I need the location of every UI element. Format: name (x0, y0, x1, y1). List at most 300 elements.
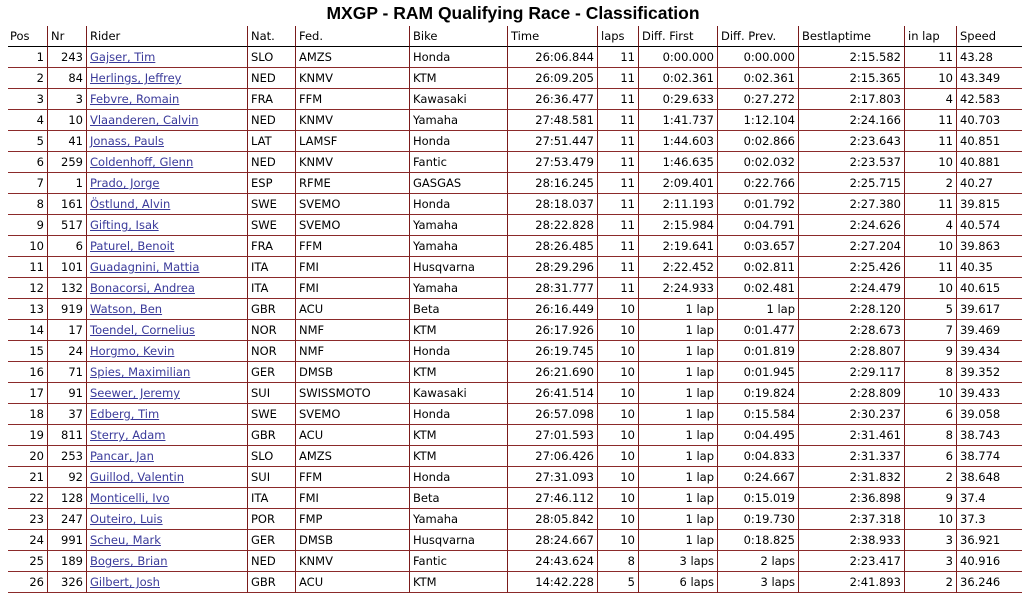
speed-cell: 40.881 (956, 152, 1022, 173)
table-row (8, 404, 1022, 425)
speed-cell: 39.433 (956, 383, 1022, 404)
laps-cell: 10 (597, 341, 638, 362)
nation-cell: SWE (247, 404, 295, 425)
bike-cell: Yamaha (409, 215, 507, 236)
col-laps-header: laps (597, 26, 638, 47)
federation-cell: NMF (295, 341, 409, 362)
table-row (8, 89, 1022, 110)
bike-cell: Yamaha (409, 110, 507, 131)
diff-prev-cell: 0:01.477 (717, 320, 798, 341)
federation-cell: DMSB (295, 530, 409, 551)
time-cell: 26:57.098 (507, 404, 597, 425)
nation-cell: ITA (247, 488, 295, 509)
bike-cell: KTM (409, 572, 507, 593)
diff-prev-cell: 0:02.811 (717, 257, 798, 278)
diff-first-cell: 1:46.635 (638, 152, 717, 173)
bike-cell: GASGAS (409, 173, 507, 194)
bestlaptime-cell: 2:23.537 (798, 152, 904, 173)
federation-cell: KNMV (295, 68, 409, 89)
nation-cell: GER (247, 362, 295, 383)
rider-cell (86, 425, 247, 446)
bestlaptime-cell: 2:27.204 (798, 236, 904, 257)
diff-prev-cell: 2 laps (717, 551, 798, 572)
federation-cell: SVEMO (295, 194, 409, 215)
federation-cell: NMF (295, 320, 409, 341)
laps-cell: 10 (597, 488, 638, 509)
table-row (8, 131, 1022, 152)
rider-link[interactable]: Spies, Maximilian (90, 365, 191, 379)
laps-cell: 11 (597, 152, 638, 173)
time-cell: 28:31.777 (507, 278, 597, 299)
rider-link[interactable]: Gilbert, Josh (90, 575, 160, 589)
rider-link[interactable]: Vlaanderen, Calvin (90, 113, 199, 127)
in-lap-cell: 11 (904, 131, 956, 152)
bestlaptime-cell: 2:31.337 (798, 446, 904, 467)
table-row (8, 194, 1022, 215)
rider-cell (86, 320, 247, 341)
time-cell: 26:21.690 (507, 362, 597, 383)
bike-cell: KTM (409, 446, 507, 467)
nation-cell: NOR (247, 320, 295, 341)
diff-prev-cell: 0:02.032 (717, 152, 798, 173)
position-cell: 11 (8, 257, 47, 278)
bike-cell: Honda (409, 47, 507, 68)
number-cell: 132 (47, 278, 86, 299)
rider-cell (86, 446, 247, 467)
bike-cell: Honda (409, 341, 507, 362)
laps-cell: 11 (597, 236, 638, 257)
table-body (8, 47, 1022, 593)
position-cell: 6 (8, 152, 47, 173)
rider-cell (86, 341, 247, 362)
federation-cell: KNMV (295, 110, 409, 131)
number-cell: 247 (47, 509, 86, 530)
number-cell: 253 (47, 446, 86, 467)
rider-cell (86, 173, 247, 194)
rider-cell (86, 110, 247, 131)
speed-cell: 40.574 (956, 215, 1022, 236)
federation-cell: ACU (295, 425, 409, 446)
in-lap-cell: 4 (904, 215, 956, 236)
rider-link[interactable]: Edberg, Tim (90, 407, 160, 421)
table-row (8, 509, 1022, 530)
time-cell: 28:05.842 (507, 509, 597, 530)
laps-cell: 10 (597, 425, 638, 446)
in-lap-cell: 10 (904, 278, 956, 299)
position-cell: 7 (8, 173, 47, 194)
speed-cell: 43.28 (956, 47, 1022, 68)
number-cell: 91 (47, 383, 86, 404)
rider-link[interactable]: Scheu, Mark (90, 533, 161, 547)
rider-link[interactable]: Gajser, Tim (90, 50, 156, 64)
federation-cell: SVEMO (295, 215, 409, 236)
diff-first-cell: 1:41.737 (638, 110, 717, 131)
in-lap-cell: 11 (904, 194, 956, 215)
number-cell: 3 (47, 89, 86, 110)
number-cell: 259 (47, 152, 86, 173)
diff-prev-cell: 0:15.019 (717, 488, 798, 509)
table-row (8, 530, 1022, 551)
laps-cell: 5 (597, 572, 638, 593)
laps-cell: 11 (597, 47, 638, 68)
federation-cell: SWISSMOTO (295, 383, 409, 404)
number-cell: 161 (47, 194, 86, 215)
bestlaptime-cell: 2:38.933 (798, 530, 904, 551)
nation-cell: NOR (247, 341, 295, 362)
time-cell: 27:51.447 (507, 131, 597, 152)
time-cell: 27:48.581 (507, 110, 597, 131)
in-lap-cell: 5 (904, 299, 956, 320)
speed-cell: 38.648 (956, 467, 1022, 488)
diff-prev-cell: 0:01.819 (717, 341, 798, 362)
rider-link[interactable]: Sterry, Adam (90, 428, 166, 442)
number-cell: 6 (47, 236, 86, 257)
laps-cell: 10 (597, 320, 638, 341)
bestlaptime-cell: 2:28.673 (798, 320, 904, 341)
in-lap-cell: 9 (904, 341, 956, 362)
rider-link[interactable]: Outeiro, Luis (90, 512, 163, 526)
federation-cell: FMI (295, 257, 409, 278)
bestlaptime-cell: 2:23.417 (798, 551, 904, 572)
table-row (8, 173, 1022, 194)
bike-cell: KTM (409, 425, 507, 446)
diff-first-cell: 1 lap (638, 341, 717, 362)
federation-cell: LAMSF (295, 131, 409, 152)
diff-prev-cell: 0:02.866 (717, 131, 798, 152)
laps-cell: 11 (597, 215, 638, 236)
speed-cell: 37.3 (956, 509, 1022, 530)
bestlaptime-cell: 2:36.898 (798, 488, 904, 509)
time-cell: 28:24.667 (507, 530, 597, 551)
federation-cell: KNMV (295, 551, 409, 572)
bestlaptime-cell: 2:24.166 (798, 110, 904, 131)
diff-first-cell: 1 lap (638, 530, 717, 551)
position-cell: 4 (8, 110, 47, 131)
position-cell: 17 (8, 383, 47, 404)
position-cell: 5 (8, 131, 47, 152)
rider-cell (86, 152, 247, 173)
diff-prev-cell: 0:01.792 (717, 194, 798, 215)
rider-link[interactable]: Febvre, Romain (90, 92, 180, 106)
rider-link[interactable]: Guadagnini, Mattia (90, 260, 200, 274)
position-cell: 21 (8, 467, 47, 488)
nation-cell: SWE (247, 215, 295, 236)
speed-cell: 40.916 (956, 551, 1022, 572)
position-cell: 14 (8, 320, 47, 341)
in-lap-cell: 2 (904, 572, 956, 593)
bestlaptime-cell: 2:25.426 (798, 257, 904, 278)
bestlaptime-cell: 2:23.643 (798, 131, 904, 152)
time-cell: 24:43.624 (507, 551, 597, 572)
nation-cell: NED (247, 152, 295, 173)
bike-cell: Fantic (409, 152, 507, 173)
in-lap-cell: 6 (904, 446, 956, 467)
diff-first-cell: 1 lap (638, 446, 717, 467)
in-lap-cell: 3 (904, 551, 956, 572)
speed-cell: 36.921 (956, 530, 1022, 551)
diff-first-cell: 2:19.641 (638, 236, 717, 257)
number-cell: 71 (47, 362, 86, 383)
in-lap-cell: 11 (904, 110, 956, 131)
rider-link[interactable]: Prado, Jorge (90, 176, 160, 190)
col-nr-header: Nr (47, 26, 86, 47)
col-diff-first-header: Diff. First (638, 26, 717, 47)
nation-cell: ITA (247, 278, 295, 299)
time-cell: 14:42.228 (507, 572, 597, 593)
rider-link[interactable]: Bonacorsi, Andrea (90, 281, 195, 295)
number-cell: 1 (47, 173, 86, 194)
rider-link[interactable]: Paturel, Benoit (90, 239, 175, 253)
diff-first-cell: 0:00.000 (638, 47, 717, 68)
diff-prev-cell: 0:19.730 (717, 509, 798, 530)
rider-cell (86, 299, 247, 320)
col-time-header: Time (507, 26, 597, 47)
laps-cell: 11 (597, 68, 638, 89)
number-cell: 92 (47, 467, 86, 488)
nation-cell: FRA (247, 89, 295, 110)
bike-cell: KTM (409, 68, 507, 89)
rider-cell (86, 257, 247, 278)
time-cell: 28:18.037 (507, 194, 597, 215)
federation-cell: FFM (295, 89, 409, 110)
bike-cell: Yamaha (409, 278, 507, 299)
rider-cell (86, 89, 247, 110)
diff-prev-cell: 0:04.791 (717, 215, 798, 236)
in-lap-cell: 8 (904, 425, 956, 446)
speed-cell: 38.743 (956, 425, 1022, 446)
nation-cell: LAT (247, 131, 295, 152)
rider-cell (86, 572, 247, 593)
speed-cell: 40.851 (956, 131, 1022, 152)
diff-first-cell: 1 lap (638, 425, 717, 446)
table-row (8, 278, 1022, 299)
diff-prev-cell: 0:24.667 (717, 467, 798, 488)
in-lap-cell: 11 (904, 47, 956, 68)
diff-first-cell: 2:11.193 (638, 194, 717, 215)
number-cell: 84 (47, 68, 86, 89)
page-title: MXGP - RAM Qualifying Race - Classification (326, 3, 700, 23)
number-cell: 128 (47, 488, 86, 509)
diff-prev-cell: 0:02.481 (717, 278, 798, 299)
rider-link[interactable]: Pancar, Jan (90, 449, 154, 463)
time-cell: 26:17.926 (507, 320, 597, 341)
bestlaptime-cell: 2:28.809 (798, 383, 904, 404)
table-row (8, 236, 1022, 257)
diff-prev-cell: 0:04.833 (717, 446, 798, 467)
diff-prev-cell: 0:18.825 (717, 530, 798, 551)
rider-link[interactable]: Watson, Ben (90, 302, 163, 316)
rider-link[interactable]: Coldenhoff, Glenn (90, 155, 194, 169)
bestlaptime-cell: 2:31.832 (798, 467, 904, 488)
position-cell: 16 (8, 362, 47, 383)
bestlaptime-cell: 2:28.120 (798, 299, 904, 320)
rider-link[interactable]: Herlings, Jeffrey (90, 71, 182, 85)
number-cell: 243 (47, 47, 86, 68)
table-row (8, 257, 1022, 278)
table-row (8, 215, 1022, 236)
col-speed-header: Speed (956, 26, 1022, 47)
number-cell: 919 (47, 299, 86, 320)
rider-link[interactable]: Bogers, Brian (90, 554, 168, 568)
in-lap-cell: 7 (904, 320, 956, 341)
federation-cell: AMZS (295, 47, 409, 68)
diff-prev-cell: 1 lap (717, 299, 798, 320)
bike-cell: KTM (409, 362, 507, 383)
table-row (8, 425, 1022, 446)
diff-prev-cell: 0:19.824 (717, 383, 798, 404)
bestlaptime-cell: 2:37.318 (798, 509, 904, 530)
time-cell: 26:06.844 (507, 47, 597, 68)
position-cell: 24 (8, 530, 47, 551)
in-lap-cell: 9 (904, 488, 956, 509)
laps-cell: 11 (597, 257, 638, 278)
bestlaptime-cell: 2:17.803 (798, 89, 904, 110)
in-lap-cell: 4 (904, 89, 956, 110)
laps-cell: 10 (597, 383, 638, 404)
rider-cell (86, 467, 247, 488)
federation-cell: ACU (295, 572, 409, 593)
col-diff-prev-header: Diff. Prev. (717, 26, 798, 47)
time-cell: 28:26.485 (507, 236, 597, 257)
federation-cell: FFM (295, 467, 409, 488)
speed-cell: 36.246 (956, 572, 1022, 593)
position-cell: 23 (8, 509, 47, 530)
rider-link[interactable]: Guillod, Valentin (90, 470, 185, 484)
diff-first-cell: 0:29.633 (638, 89, 717, 110)
laps-cell: 11 (597, 278, 638, 299)
col-bike-header: Bike (409, 26, 507, 47)
bestlaptime-cell: 2:28.807 (798, 341, 904, 362)
table-row (8, 320, 1022, 341)
federation-cell: AMZS (295, 446, 409, 467)
table-row (8, 488, 1022, 509)
number-cell: 37 (47, 404, 86, 425)
federation-cell: ACU (295, 299, 409, 320)
diff-first-cell: 0:02.361 (638, 68, 717, 89)
diff-prev-cell: 0:02.361 (717, 68, 798, 89)
federation-cell: FFM (295, 236, 409, 257)
nation-cell: NED (247, 551, 295, 572)
position-cell: 1 (8, 47, 47, 68)
rider-link[interactable]: Jonass, Pauls (90, 134, 164, 148)
bike-cell: Fantic (409, 551, 507, 572)
speed-cell: 40.615 (956, 278, 1022, 299)
diff-prev-cell: 0:22.766 (717, 173, 798, 194)
bike-cell: Husqvarna (409, 257, 507, 278)
bike-cell: Husqvarna (409, 530, 507, 551)
bike-cell: Beta (409, 488, 507, 509)
rider-link[interactable]: Horgmo, Kevin (90, 344, 175, 358)
table-row (8, 362, 1022, 383)
table-row (8, 446, 1022, 467)
position-cell: 13 (8, 299, 47, 320)
laps-cell: 11 (597, 89, 638, 110)
speed-cell: 40.703 (956, 110, 1022, 131)
diff-prev-cell: 0:04.495 (717, 425, 798, 446)
diff-first-cell: 2:15.984 (638, 215, 717, 236)
laps-cell: 11 (597, 194, 638, 215)
table-row (8, 467, 1022, 488)
speed-cell: 39.617 (956, 299, 1022, 320)
position-cell: 10 (8, 236, 47, 257)
bike-cell: Kawasaki (409, 89, 507, 110)
time-cell: 27:46.112 (507, 488, 597, 509)
table-row (8, 341, 1022, 362)
rider-link[interactable]: Monticelli, Ivo (90, 491, 170, 505)
laps-cell: 11 (597, 110, 638, 131)
nation-cell: GBR (247, 425, 295, 446)
time-cell: 27:01.593 (507, 425, 597, 446)
speed-cell: 39.815 (956, 194, 1022, 215)
speed-cell: 43.349 (956, 68, 1022, 89)
number-cell: 811 (47, 425, 86, 446)
nation-cell: GER (247, 530, 295, 551)
position-cell: 25 (8, 551, 47, 572)
nation-cell: SLO (247, 446, 295, 467)
header-row (8, 26, 1022, 47)
federation-cell: RFME (295, 173, 409, 194)
in-lap-cell: 10 (904, 152, 956, 173)
col-in-lap-header: in lap (904, 26, 956, 47)
time-cell: 28:29.296 (507, 257, 597, 278)
diff-prev-cell: 1:12.104 (717, 110, 798, 131)
nation-cell: GBR (247, 299, 295, 320)
diff-prev-cell: 3 laps (717, 572, 798, 593)
laps-cell: 10 (597, 404, 638, 425)
laps-cell: 10 (597, 530, 638, 551)
bike-cell: KTM (409, 320, 507, 341)
table-row (8, 152, 1022, 173)
in-lap-cell: 11 (904, 257, 956, 278)
table-row (8, 299, 1022, 320)
bike-cell: Yamaha (409, 509, 507, 530)
rider-link[interactable]: Seewer, Jeremy (90, 386, 180, 400)
position-cell: 20 (8, 446, 47, 467)
number-cell: 41 (47, 131, 86, 152)
col-bestlaptime-header: Bestlaptime (798, 26, 904, 47)
time-cell: 27:06.426 (507, 446, 597, 467)
col-nat-header: Nat. (247, 26, 295, 47)
federation-cell: FMP (295, 509, 409, 530)
bestlaptime-cell: 2:24.479 (798, 278, 904, 299)
diff-first-cell: 3 laps (638, 551, 717, 572)
speed-cell: 39.434 (956, 341, 1022, 362)
diff-first-cell: 1 lap (638, 488, 717, 509)
number-cell: 517 (47, 215, 86, 236)
bestlaptime-cell: 2:24.626 (798, 215, 904, 236)
laps-cell: 10 (597, 362, 638, 383)
laps-cell: 11 (597, 131, 638, 152)
rider-link[interactable]: Östlund, Alvin (90, 197, 171, 211)
bike-cell: Honda (409, 404, 507, 425)
rider-link[interactable]: Toendel, Cornelius (90, 323, 195, 337)
nation-cell: NED (247, 110, 295, 131)
bestlaptime-cell: 2:29.117 (798, 362, 904, 383)
nation-cell: NED (247, 68, 295, 89)
speed-cell: 37.4 (956, 488, 1022, 509)
diff-prev-cell: 0:01.945 (717, 362, 798, 383)
time-cell: 26:41.514 (507, 383, 597, 404)
laps-cell: 11 (597, 173, 638, 194)
in-lap-cell: 10 (904, 68, 956, 89)
position-cell: 9 (8, 215, 47, 236)
rider-link[interactable]: Gifting, Isak (90, 218, 159, 232)
time-cell: 28:22.828 (507, 215, 597, 236)
speed-cell: 42.583 (956, 89, 1022, 110)
table-row (8, 383, 1022, 404)
bike-cell: Honda (409, 131, 507, 152)
speed-cell: 38.774 (956, 446, 1022, 467)
